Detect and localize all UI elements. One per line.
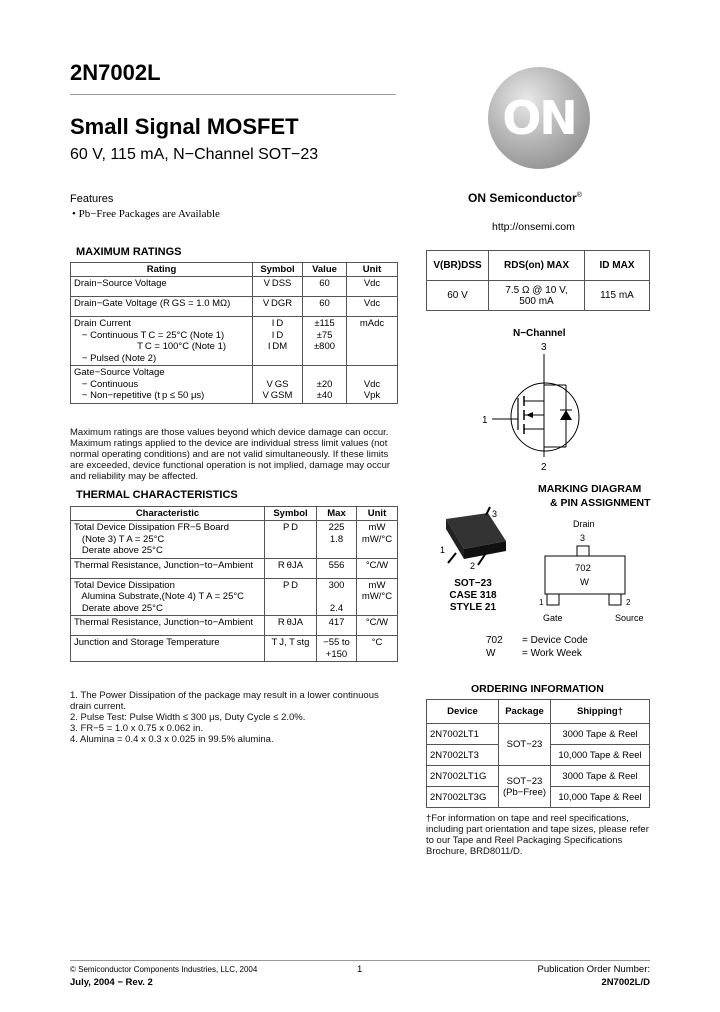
- svg-text:1: 1: [440, 545, 446, 555]
- company-name: ON Semiconductor®: [468, 191, 582, 205]
- channel-label: N−Channel: [513, 328, 566, 339]
- svg-text:2: 2: [470, 561, 476, 571]
- marking-heading-2: & PIN ASSIGNMENT: [550, 497, 651, 509]
- sot23-package-icon: [426, 505, 516, 575]
- footer-divider: [70, 960, 650, 961]
- table-row: 2N7002LT3G 10,000 Tape & Reel: [427, 787, 650, 808]
- svg-text:3: 3: [580, 533, 586, 543]
- max-ratings-heading: MAXIMUM RATINGS: [76, 246, 182, 258]
- max-ratings-table: Rating Symbol Value Unit Drain−Source Voltage V DSS 60 Vdc Drain−Gate Voltage (R GS = 1.0 MΩ) V DGR 60 Vdc Drain Current − Continuous T C = 25°C (Note 1) T C = 100°C (Note 1) − Pulsed (Note 2) I D I D I DM ±115 ±75 ±800 mAdc Gate−Source Voltage − Continuous − Non−repetitive (t p ≤ 50 μs) V GS V GSM ±20 ±40 Vdc Vpk: [70, 262, 398, 404]
- page-subtitle: 60 V, 115 mA, N−Channel SOT−23: [70, 146, 319, 163]
- page-number: 1: [357, 964, 363, 975]
- table-row: Total Device Dissipation FR−5 Board (Note 3) T A = 25°C Derate above 25°C P D 225 1.8 mW mW/°C: [71, 521, 398, 559]
- svg-text:2: 2: [626, 598, 631, 607]
- company-url[interactable]: http://onsemi.com: [492, 221, 575, 233]
- on-logo: ON: [488, 67, 590, 169]
- svg-text:Drain: Drain: [573, 519, 595, 529]
- svg-text:Source: Source: [615, 613, 644, 623]
- summary-table: V(BR)DSS RDS(on) MAX ID MAX 60 V 7.5 Ω @ 10 V, 500 mA 115 mA: [426, 250, 650, 311]
- ordering-table: Device Package Shipping† 2N7002LT1 SOT−23 3000 Tape & Reel 2N7002LT3 10,000 Tape & Reel 2N7002LT1G SOT−23 (Pb−Free) 3000 Tape & Reel 2N7002LT3G 10,000 Tape & Reel: [426, 699, 650, 808]
- page-title: Small Signal MOSFET: [70, 114, 299, 139]
- divider: [70, 94, 396, 95]
- pin-assignment-diagram: [525, 515, 650, 625]
- table-row: Thermal Resistance, Junction−to−Ambient R θJA 417 °C/W: [71, 616, 398, 636]
- copyright: © Semiconductor Components Industries, LLC, 2004: [70, 965, 258, 974]
- marking-heading-1: MARKING DIAGRAM: [538, 483, 642, 495]
- svg-text:W: W: [580, 577, 589, 588]
- table-row: Junction and Storage Temperature T J, T stg −55 to +150 °C: [71, 636, 398, 662]
- publication-number: 2N7002L/D: [601, 977, 650, 988]
- table-row: Drain Current − Continuous T C = 25°C (Note 1) T C = 100°C (Note 1) − Pulsed (Note 2) I D I D I DM ±115 ±75 ±800 mAdc: [71, 317, 398, 366]
- table-row: Gate−Source Voltage − Continuous − Non−repetitive (t p ≤ 50 μs) V GS V GSM ±20 ±40 Vdc Vpk: [71, 366, 398, 404]
- features-heading: Features: [70, 193, 114, 205]
- svg-text:1: 1: [482, 415, 488, 426]
- table-row: Drain−Source Voltage V DSS 60 Vdc: [71, 277, 398, 297]
- revision-date: July, 2004 − Rev. 2: [70, 977, 153, 988]
- table-row: 2N7002LT1G SOT−23 (Pb−Free) 3000 Tape & Reel: [427, 766, 650, 787]
- svg-text:2: 2: [541, 462, 547, 473]
- thermal-table: Characteristic Symbol Max Unit Total Device Dissipation FR−5 Board (Note 3) T A = 25°C Derate above 25°C P D 225 1.8 mW mW/°C Thermal Resistance, Junction−to−Ambient R θJA 556 °C/W Total Device Dissipation Alumina Substrate,(Note 4) T A = 25°C Derate above 25°C P D 300 2.4 mW mW/°C Thermal Resistance, Junction−to−Ambient R θJA 417 °C/W Junction and Storage Temperature T J, T stg −55 to +150 °C: [70, 506, 398, 662]
- publication-label: Publication Order Number:: [537, 964, 650, 975]
- table-row: Total Device Dissipation Alumina Substrate,(Note 4) T A = 25°C Derate above 25°C P D 300 2.4 mW mW/°C: [71, 578, 398, 616]
- svg-text:3: 3: [541, 342, 547, 353]
- svg-text:702: 702: [575, 563, 591, 574]
- table-row: 2N7002LT1 SOT−23 3000 Tape & Reel: [427, 724, 650, 745]
- features-item: • Pb−Free Packages are Available: [72, 208, 220, 220]
- svg-text:3: 3: [492, 509, 498, 519]
- part-number: 2N7002L: [70, 60, 161, 85]
- svg-text:1: 1: [539, 598, 544, 607]
- mosfet-schematic: [470, 340, 620, 475]
- ordering-heading: ORDERING INFORMATION: [471, 683, 604, 695]
- table-row: Drain−Gate Voltage (R GS = 1.0 MΩ) V DGR 60 Vdc: [71, 297, 398, 317]
- package-label: SOT−23 CASE 318 STYLE 21: [449, 578, 497, 613]
- table-row: Thermal Resistance, Junction−to−Ambient R θJA 556 °C/W: [71, 558, 398, 578]
- ordering-footnote: †For information on tape and reel specifications, including part orientation and tape sizes, please refer to our Tape and Reel Packaging Specifications Brochure, BRD8011/D.: [426, 813, 649, 857]
- svg-text:Gate: Gate: [543, 613, 563, 623]
- thermal-heading: THERMAL CHARACTERISTICS: [76, 489, 238, 501]
- table-row: 2N7002LT3 10,000 Tape & Reel: [427, 745, 650, 766]
- thermal-notes: 1. The Power Dissipation of the package may result in a lower continuous drain current. 2. Pulse Test: Pulse Width ≤ 300 μs, Duty Cycle ≤ 2.0%. 3. FR−5 = 1.0 x 0.75 x 0.062 in. 4. Alumina = 0.4 x 0.3 x 0.025 in 99.5% alumina.: [70, 690, 379, 745]
- marking-legend: 702 = Device Code W = Work Week: [486, 635, 588, 659]
- max-ratings-note: Maximum ratings are those values beyond which device damage can occur. Maximum ratings applied to the device are individual stress limit values (not normal operating conditions) and are not valid simultaneously. If these limits are exceeded, device functional operation is not implied, damage may occur and reliability may be affected.: [70, 427, 391, 482]
